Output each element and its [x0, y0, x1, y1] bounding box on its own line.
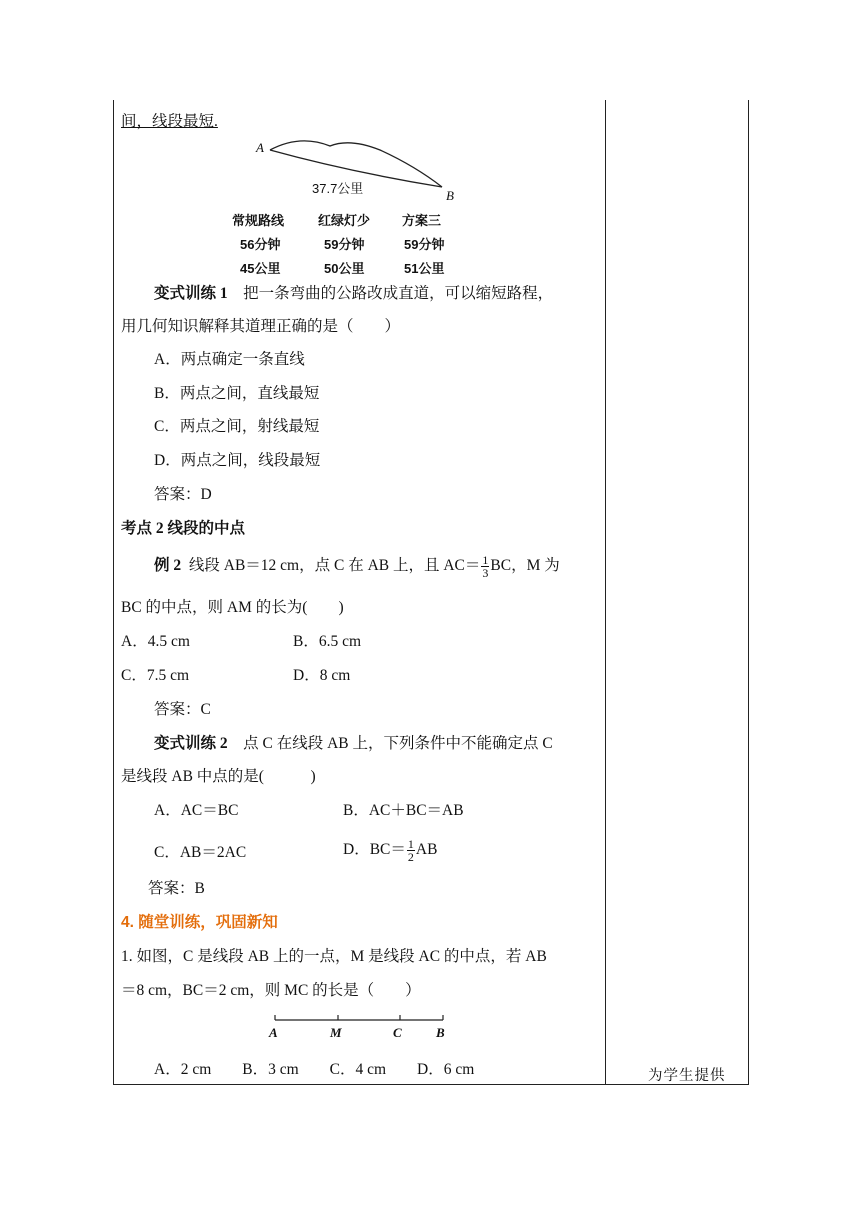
segment-point-a: A: [269, 1025, 278, 1040]
example2-label: 例 2: [154, 557, 182, 575]
route-col3-time: 59分钟: [404, 237, 445, 252]
exercise1-line1: [154, 284, 553, 304]
example2-text-b: BC，M 为: [490, 557, 560, 575]
example2-option-a: A．4.5 cm: [121, 633, 190, 650]
segment-point-m: M: [330, 1025, 342, 1040]
example2-option-d: D．8 cm: [293, 667, 351, 684]
example2-option-c: C．7.5 cm: [121, 667, 190, 684]
exercise2-answer: 答案：B: [148, 880, 205, 897]
example2-line1: [154, 554, 560, 579]
fraction-one-third: $\frac{1}{3}$: [482, 553, 489, 580]
exercise1-option-b: B．两点之间，直线最短: [154, 385, 320, 402]
segment-figure: [266, 1012, 456, 1044]
exercise1-line2: 用几何知识解释其道理正确的是（ ）: [121, 318, 401, 335]
route-col1-dist: 45公里: [240, 261, 281, 276]
route-col3-name: 方案三: [402, 213, 442, 228]
route-col2-time: 59分钟: [324, 237, 365, 252]
route-figure: [230, 134, 460, 274]
route-col3-dist: 51公里: [404, 261, 445, 276]
exercise2-text1: 点 C 在线段 AB 上，下列条件中不能确定点 C: [243, 735, 553, 752]
exercise1-option-a: A．两点确定一条直线: [154, 351, 305, 368]
exercise2-option-d: D．BC＝ $\frac{1}{2}$ AB: [343, 837, 438, 864]
example2-option-b: B．6.5 cm: [293, 633, 362, 650]
q1-line1: 1. 如图，C 是线段 AB 上的一点，M 是线段 AC 的中点，若 AB: [121, 948, 547, 965]
exercise2-line2: 是线段 AB 中点的是( ): [121, 768, 316, 785]
route-col1-name: 常规路线: [232, 213, 285, 228]
exercise1-answer: 答案：D: [154, 486, 212, 503]
side-note: 为学生提供: [648, 1068, 726, 1084]
section4-heading: 4. 随堂训练，巩固新知: [121, 914, 278, 931]
table-border-middle: [605, 100, 606, 1085]
q1-options: A．2 cm B．3 cm C．4 cm D．6 cm: [154, 1061, 475, 1078]
exercise2-option-a: A．AC＝BC: [154, 802, 239, 819]
route-col2-dist: 50公里: [324, 261, 365, 276]
segment-line: [266, 1012, 456, 1024]
segment-point-b: B: [436, 1025, 445, 1040]
point-a-label: A: [256, 140, 264, 155]
exercise2-option-b: B．AC＋BC＝AB: [343, 802, 464, 819]
top-line: 间，线段最短.: [121, 113, 218, 130]
example2-line2: BC 的中点，则 AM 的长为( ): [121, 599, 344, 616]
route-col1-time: 56分钟: [240, 237, 281, 252]
exercise2-line1: [154, 734, 553, 754]
exercise1-option-d: D．两点之间，线段最短: [154, 452, 321, 469]
kaodian2-heading: 考点 2 线段的中点: [121, 520, 246, 537]
route-col2-name: 红绿灯少: [318, 213, 371, 228]
example2-answer: 答案：C: [154, 701, 211, 718]
point-b-label: B: [446, 188, 454, 203]
exercise2-option-c: C．AB＝2AC: [154, 844, 247, 861]
fraction-one-half: $\frac{1}{2}$: [407, 837, 414, 864]
exercise1-label: 变式训练 1: [154, 285, 228, 302]
exercise2-label: 变式训练 2: [154, 735, 228, 752]
exercise1-text1: 把一条弯曲的公路改成直道，可以缩短路程，: [243, 285, 554, 302]
q1-line2: ＝8 cm，BC＝2 cm，则 MC 的长是（ ）: [121, 982, 421, 999]
table-border-left: [113, 100, 114, 1085]
exercise1-option-c: C．两点之间，射线最短: [154, 418, 320, 435]
segment-point-c: C: [393, 1025, 402, 1040]
example2-text-a: 线段 AB＝12 cm，点 C 在 AB 上，且 AC＝: [188, 557, 481, 575]
distance-label: 37.7公里: [312, 181, 364, 196]
table-border-right: [748, 100, 749, 1085]
